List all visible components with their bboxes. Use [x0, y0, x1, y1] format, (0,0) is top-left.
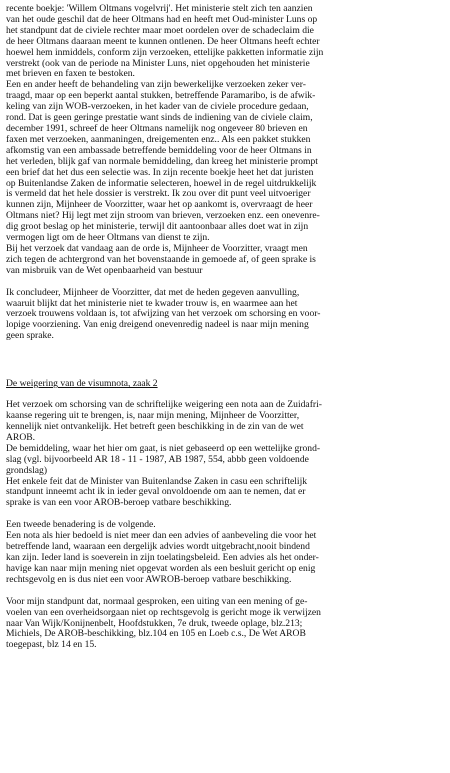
- paragraph: [6, 400, 446, 444]
- text-line: Het verzoek om schorsing van de schriftelijke weigering een nota aan de Zuidafri-: [6, 400, 322, 411]
- text-line: het verleden, blijk gaf van normale bemiddeling, dan kreeg het ministerie prompt: [6, 156, 318, 167]
- text-line: havige kan naar mijn mening niet opgevat worden als een besluit gericht op enig: [6, 563, 316, 574]
- text-line: recente boekje: 'Willem Oltmans vogelvrij'. Het ministerie stelt zich ten aanzien: [6, 4, 313, 14]
- text-line: Ik concludeer, Mijnheer de Voorzitter, dat met de heden gegeven aanvulling,: [6, 287, 300, 298]
- text-line: Een en ander heeft de behandeling van zijn bewerkelijke verzoeken zeker ver-: [6, 80, 306, 91]
- paragraph: [6, 520, 446, 585]
- text-line: De bemiddeling, waar het hier om gaat, is niet gebaseerd op een wettelijke grond-: [6, 443, 321, 454]
- text-line: grondslag): [6, 465, 48, 476]
- text-line: naar Van Wijk/Konijnenbelt, Hoofdstukken, 7e druk, tweede oplage, blz.213;: [6, 618, 303, 629]
- text-line: kunnen zijn, Mijnheer de Voorzitter, waar het op aankomt is, overvraagt de heer: [6, 200, 313, 211]
- text-line: dig groot beslag op het ministerie, terwijl dit aantoonbaar alles doet wat in zijn: [6, 222, 309, 233]
- text-line: Voor mijn standpunt dat, normaal gesproken, een uiting van een mening of ge-: [6, 596, 308, 607]
- text-line: een brief dat het dus een selectie was. In zijn recente boekje heet het dat juristen: [6, 167, 314, 178]
- paragraph: [6, 80, 446, 244]
- text-line: keling van zijn WOB-verzoeken, in het kader van de civiele procedure gedaan,: [6, 102, 309, 113]
- text-line: faxen met verzoeken, aanmaningen, dreigementen enz.. Als een pakket stukken: [6, 134, 311, 145]
- text-line: waaruit blijkt dat het ministerie niet te kwader trouw is, en waarmee aan het: [6, 298, 298, 309]
- text-line: hoewel hem inmiddels, conform zijn verzoeken, ettelijke pakketten informatie zijn: [6, 47, 324, 58]
- paragraph-conclusion: [6, 288, 446, 343]
- text-line: december 1991, schreef de heer Oltmans namelijk nog ongeveer 80 brieven en: [6, 123, 308, 134]
- text-line: het standpunt dat de civiele rechter maar moet oordelen over de schadeclaim die: [6, 25, 314, 36]
- text-line: op Buitenlandse Zaken de informatie selecteren, hoewel in de regel uitdrukkelijk: [6, 178, 317, 189]
- text-line: traagd, maar op een beperkt aantal stukken, betreffende Paramaribo, is de afwik-: [6, 91, 316, 102]
- text-line: AROB.: [6, 432, 36, 443]
- text-line: Michiels, De AROB-beschikking, blz.104 en 105 en Loeb c.s., De Wet AROB: [6, 629, 306, 640]
- paragraph: [6, 4, 446, 80]
- text-line: kennelijk niet ontvankelijk. Het betreft geen beschikking in de zin van de wet: [6, 422, 304, 432]
- text-line: Een tweede benadering is de volgende.: [6, 520, 156, 531]
- text-line: verstrekt (ook van de periode na Minister Luns, niet opgehouden het ministerie: [6, 58, 310, 69]
- text-line: Het enkele feit dat de Minister van Buitenlandse Zaken in casu een schriftelijk: [6, 476, 308, 487]
- text-line: Een nota als hier bedoeld is niet meer dan een advies of aanbeveling die voor het: [6, 531, 317, 542]
- text-line: is vermeld dat het hele dossier is verstrekt. Ik zou over dit punt veel uitvoeriger: [6, 189, 311, 200]
- text-line: voelen van een overheidsorgaan niet op rechtsgevolg is gericht moge ik verwijzen: [6, 607, 321, 618]
- text-line: kan zijn. Ieder land is soeverein in zijn toelatingsbeleid. Een advies als het onder-: [6, 552, 319, 563]
- text-line: zich tegen de achtergrond van het bovenstaande in gemoede af, of geen sprake is: [6, 254, 316, 265]
- text-line: van het oude geschil dat de heer Oltmans had en heeft met Oud-minister Luns op: [6, 14, 318, 25]
- text-line: lopige voorziening. Van enig dreigend onevenredig nadeel is naar mijn mening: [6, 320, 309, 331]
- text-line: afkomstig van een ambassade betreffende bemiddeling voor de heer Oltmans in: [6, 145, 312, 156]
- paragraph: [6, 244, 446, 277]
- text-line: standpunt inneemt acht ik in ieder geval onvoldoende om aan te nemen, dat er: [6, 487, 306, 498]
- text-line: sprake is van een voor AROB-beroep vatbare beschikking.: [6, 498, 232, 509]
- section-heading: De weigering van de visumnota, zaak 2: [6, 378, 158, 390]
- text-line: van misbruik van de Wet openbaarheid van bestuur: [6, 265, 203, 276]
- text-line: vermogen ligt om de heer Oltmans van dienst te zijn.: [6, 233, 210, 244]
- text-line: verzoek trouwens voldaan is, tot afwijzing van het verzoek om schorsing en voor-: [6, 309, 321, 320]
- paragraph-references: [6, 597, 446, 652]
- text-line: kaanse regering uit te brengen, is, naar mijn mening, Mijnheer de Voorzitter,: [6, 411, 300, 422]
- paragraph-willem-oltmans-boekje: [6, 4, 446, 277]
- text-line: Bij het verzoek dat vandaag aan de orde is, Mijnheer de Voorzitter, vraagt men: [6, 243, 308, 254]
- paragraph: [6, 477, 446, 510]
- text-line: rond. Dat is geen geringe prestatie want sinds de indiening van de civiele claim,: [6, 113, 313, 124]
- text-line: geen sprake.: [6, 331, 54, 342]
- text-line: de heer Oltmans daaraan meent te kunnen ontlenen. De heer Oltmans heeft echter: [6, 36, 320, 47]
- paragraph: [6, 444, 446, 477]
- text-line: met brieven en faxen te bestoken.: [6, 69, 135, 80]
- text-line: betreffende land, waaraan een dergelijk advies wordt uitgebracht,nooit bindend: [6, 542, 310, 553]
- text-line: toegepast, blz 14 en 15.: [6, 640, 97, 651]
- text-line: Oltmans niet? Hij legt met zijn stroom van brieven, verzoeken enz. een onevenre-: [6, 211, 320, 222]
- text-line: rechtsgevolg en is dus niet een voor AWROB-beroep vatbare beschikking.: [6, 574, 292, 585]
- text-line: slag (vgl. bijvoorbeeld AR 18 - 11 - 1987, AB 1987, 554, abbb geen voldoende: [6, 454, 309, 465]
